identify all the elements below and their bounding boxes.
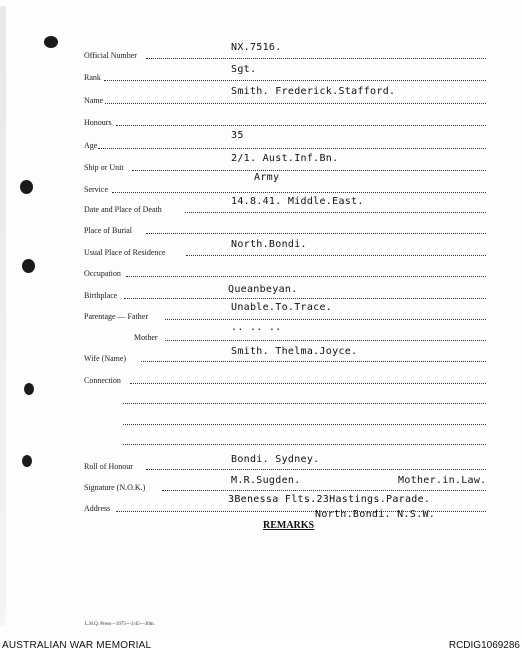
service-label: Service	[84, 185, 108, 194]
age-line	[98, 148, 486, 149]
rank-value: Sgt.	[231, 64, 257, 75]
residence-label: Usual Place of Residence	[84, 248, 166, 257]
name-value: Smith. Frederick.Stafford.	[231, 86, 396, 97]
connection-label: Connection	[84, 376, 121, 385]
age-label: Age	[84, 141, 98, 150]
signature-line	[162, 490, 486, 491]
roll-of-honour-label: Roll of Honour	[84, 462, 133, 471]
father-value: Unable.To.Trace.	[231, 302, 333, 313]
signature-label: Signature (N.O.K.)	[84, 483, 146, 492]
death-date-place-line	[185, 212, 486, 213]
ship-or-unit-line	[132, 170, 486, 171]
honours-line	[116, 125, 486, 126]
signature-relation-value: Mother.in.Law.	[398, 475, 487, 486]
mother-label: Mother	[134, 333, 158, 342]
remarks-heading: REMARKS	[263, 520, 315, 531]
name-line	[105, 103, 486, 104]
mother-value: .. .. ..	[231, 322, 282, 333]
record-id: RCDIG1069286	[448, 640, 520, 651]
rank-label: Rank	[84, 73, 101, 82]
service-line	[112, 192, 486, 193]
roll-of-honour-value: Bondi. Sydney.	[231, 454, 320, 465]
wife-value: Smith. Thelma.Joyce.	[231, 346, 358, 357]
wife-label: Wife (Name)	[84, 354, 127, 363]
mother-line	[165, 340, 486, 341]
printer-imprint: L.H.Q. Press—1975—1/45—30m.	[85, 622, 155, 627]
father-label: Parentage — Father	[84, 312, 148, 321]
connection-line-4	[123, 444, 486, 445]
ship-or-unit-label: Ship or Unit	[84, 163, 124, 172]
address-value-line-2: North.Bondi. N.S.W.	[315, 509, 436, 520]
connection-line-2	[123, 403, 486, 404]
roll-of-honour-line	[146, 469, 486, 470]
ship-or-unit-value: 2/1. Aust.Inf.Bn.	[231, 153, 339, 164]
punch-hole-icon	[44, 36, 58, 48]
punch-hole-icon	[20, 180, 33, 194]
residence-line	[186, 255, 486, 256]
age-value: 35	[231, 130, 244, 141]
punch-hole-icon	[22, 455, 32, 467]
place-of-burial-label: Place of Burial	[84, 226, 132, 235]
death-date-place-value: 14.8.41. Middle.East.	[231, 196, 364, 207]
residence-value: North.Bondi.	[231, 239, 307, 250]
service-value: Army	[254, 172, 280, 183]
death-date-place-label: Date and Place of Death	[84, 205, 162, 214]
birthplace-line	[124, 298, 486, 299]
occupation-line	[126, 276, 486, 277]
birthplace-label: Birthplace	[84, 291, 118, 300]
connection-line-3	[123, 424, 486, 425]
punch-hole-icon	[24, 383, 34, 395]
punch-hole-icon	[22, 259, 35, 273]
address-value-line-1: 3Benessa Flts.23Hastings.Parade.	[228, 494, 431, 505]
connection-line-1	[130, 383, 486, 384]
birthplace-value: Queanbeyan.	[228, 284, 298, 295]
address-label: Address	[84, 504, 111, 513]
father-line	[165, 319, 486, 320]
official-number-label: Official Number	[84, 51, 137, 60]
official-number-value: NX.7516.	[231, 42, 282, 53]
occupation-label: Occupation	[84, 269, 121, 278]
rank-line	[104, 80, 486, 81]
page-edge-shadow	[0, 6, 6, 626]
wife-line	[141, 361, 486, 362]
signature-value: M.R.Sugden.	[231, 475, 301, 486]
official-number-line	[146, 58, 486, 59]
archive-credit: AUSTRALIAN WAR MEMORIAL	[2, 640, 152, 651]
place-of-burial-line	[146, 233, 486, 234]
honours-label: Honours	[84, 118, 112, 127]
name-label: Name	[84, 96, 104, 105]
